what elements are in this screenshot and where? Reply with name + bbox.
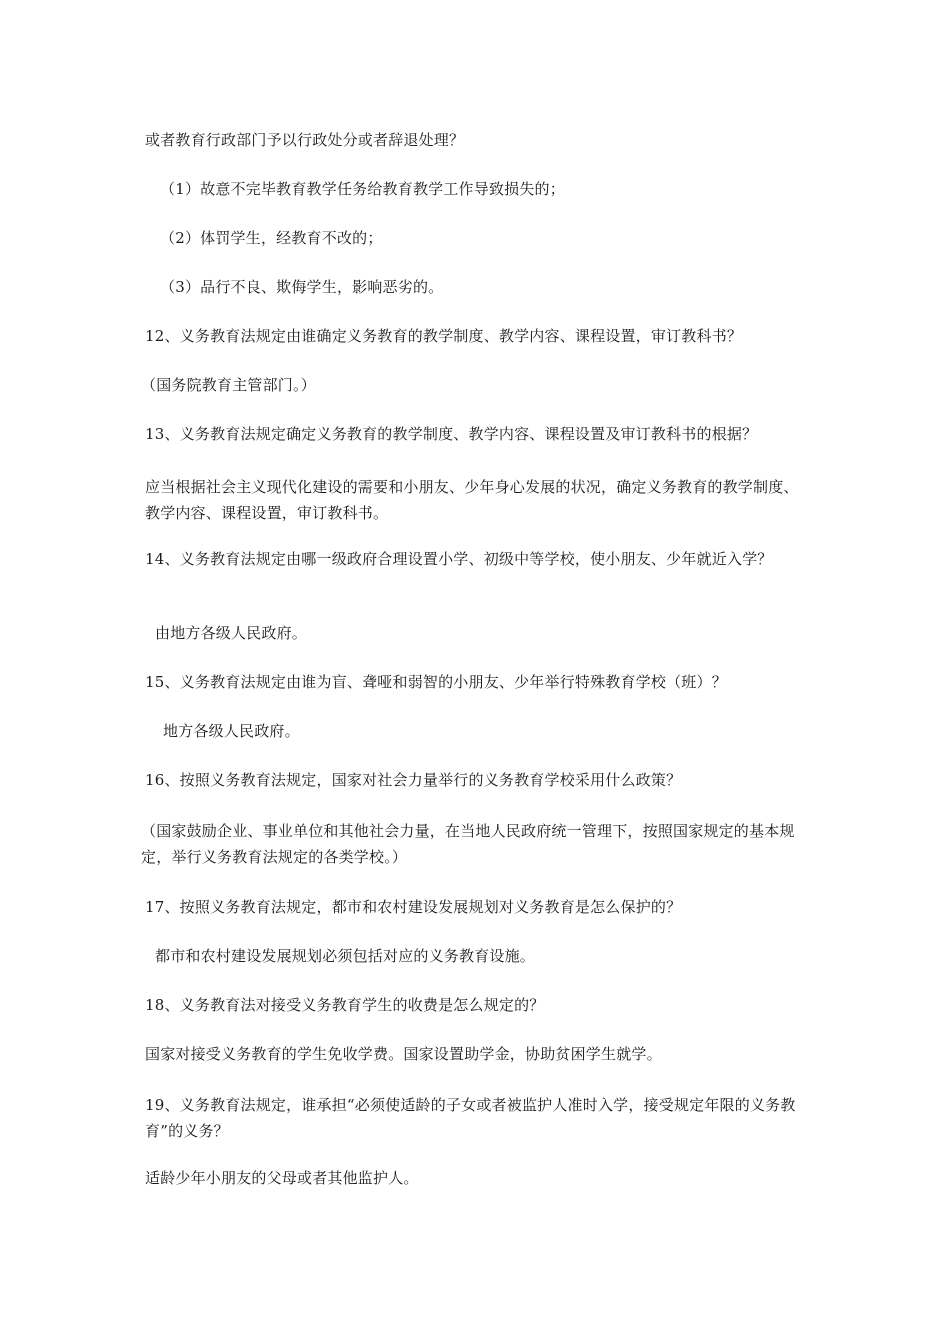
answer-12: （国务院教育主管部门。）	[141, 376, 316, 394]
question-14: 14、义务教育法规定由哪一级政府合理设置小学、初级中等学校，使小朋友、少年就近入学？	[145, 550, 773, 568]
paragraph-continuation: 或者教育行政部门予以行政处分或者辞退处理？	[145, 131, 465, 149]
question-13: 13、义务教育法规定确定义务教育的教学制度、教学内容、课程设置及审订教科书的根据？	[145, 425, 758, 443]
question-17: 17、按照义务教育法规定，都市和农村建设发展规划对义务教育是怎么保护的？	[145, 898, 682, 916]
list-item-2: （2）体罚学生，经教育不改的；	[160, 229, 383, 247]
list-item-1: （1）故意不完毕教育教学任务给教育教学工作导致损失的；	[160, 180, 565, 198]
answer-18: 国家对接受义务教育的学生免收学费。国家设置助学金，协助贫困学生就学。	[145, 1045, 662, 1063]
question-18: 18、义务教育法对接受义务教育学生的收费是怎么规定的？	[145, 996, 545, 1014]
list-item-3: （3）品行不良、欺侮学生，影响恶劣的。	[160, 278, 444, 296]
question-16: 16、按照义务教育法规定，国家对社会力量举行的义务教育学校采用什么政策？	[145, 771, 682, 789]
answer-16: （国家鼓励企业、事业单位和其他社会力量，在当地人民政府统一管理下，按照国家规定的基本规定，举行义务教育法规定的各类学校。）	[141, 822, 795, 866]
answer-19: 适龄少年小朋友的父母或者其他监护人。	[145, 1169, 419, 1187]
question-12: 12、义务教育法规定由谁确定义务教育的教学制度、教学内容、课程设置，审订教科书？	[145, 327, 743, 345]
answer-13: 应当根据社会主义现代化建设的需要和小朋友、少年身心发展的状况，确定义务教育的教学制度、教学内容、课程设置，审订教科书。	[145, 478, 799, 522]
answer-14: 由地方各级人民政府。	[155, 624, 308, 642]
answer-17: 都市和农村建设发展规划必须包括对应的义务教育设施。	[155, 947, 536, 965]
question-15: 15、义务教育法规定由谁为盲、聋哑和弱智的小朋友、少年举行特殊教育学校（班）？	[145, 673, 727, 691]
answer-15: 地方各级人民政府。	[163, 722, 300, 740]
question-19: 19、义务教育法规定，谁承担“必须使适龄的子女或者被监护人准时入学，接受规定年限的义务教育”的义务？	[145, 1096, 796, 1140]
